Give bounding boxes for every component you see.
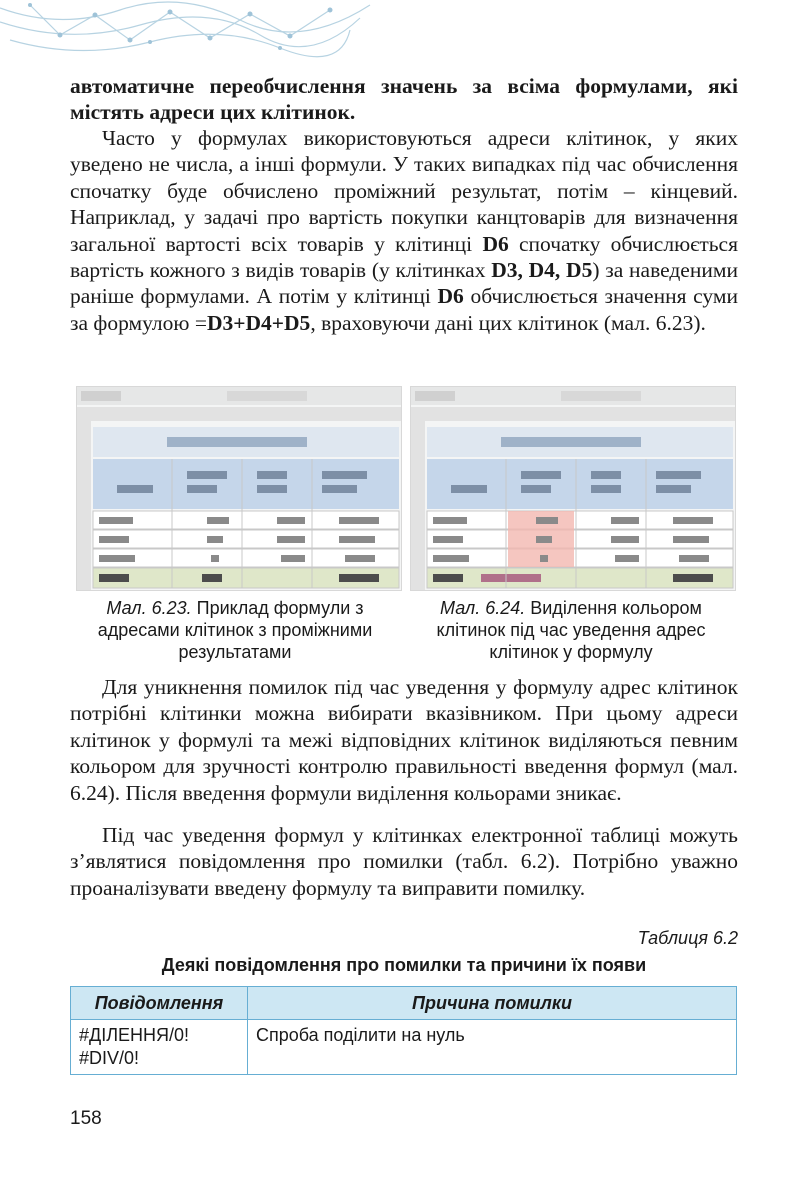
paragraph-1: автоматичне переобчислення значень за всіма формулами, які містять адреси цих клітинок. (70, 74, 738, 125)
figure-spreadsheet-highlight (410, 386, 736, 591)
header-decoration (0, 0, 380, 70)
table-header-message: Повідомлення (71, 987, 248, 1020)
paragraph-3: Для уникнення помилок під час уведення у формулу адрес клітинок потрібні клітинки можна вибирати вказівником. При цьому адреси клітинок у формулі та межі відповідних клітинок виділяються певним кольором для зручності контролю правильності введення формул (мал. 6.24). Після введення формули виділення кольорами зникає. (70, 675, 738, 805)
error-message-ua: #ДІЛЕННЯ/0! (79, 1025, 190, 1045)
table-title: Деякі повідомлення про помилки та причини їх появи (161, 955, 647, 975)
page-number: 158 (70, 1108, 102, 1129)
spreadsheet-illustration-highlight (411, 387, 735, 590)
table-header-reason: Причина помилки (248, 987, 737, 1020)
table-cell-message (71, 1020, 248, 1075)
paragraph-4: Під час уведення формул у клітинках електронної таблиці можуть з’являтися повідомлення про помилки (табл. 6.2). Потрібно уважно проаналізувати введену формулу та виправити помилку. (70, 823, 738, 900)
error-message-en: #DIV/0! (79, 1048, 140, 1068)
figure-caption-6-24: Мал. 6.24. Виділення кольором клітинок під час уведення адрес клітинок у формулу (436, 598, 706, 662)
table-cell-reason: Спроба поділити на нуль (248, 1020, 737, 1075)
paragraph-2: Часто у формулах використовуються адреси клітинок, у яких уведено не числа, а інші формули. У таких випадках під час обчислення спочатку буде обчислено проміжний результат, потім – кінцевий. Наприклад, у задачі про вартість покупки канцтоварів для визначення загальної вартості всіх товарів у клітинці D6 спочатку обчислюється вартість кожного з видів товарів (у клітинках D3, D4, D5) за наведеними раніше формулами. А потім у клітинці D6 обчислюється значення суми за формулою =D3+D4+D5, враховуючи дані цих клітинок (мал. 6.23). (70, 126, 738, 335)
spreadsheet-illustration (77, 387, 401, 590)
table-header-row (71, 987, 737, 1020)
figure-caption-6-23: Мал. 6.23. Приклад формули з адресами клітинок з проміжними результатами (97, 598, 373, 662)
figure-spreadsheet-intermediate (76, 386, 402, 591)
table-label: Таблиця 6.2 (637, 928, 738, 948)
table-row (71, 1020, 737, 1075)
errors-table (70, 986, 737, 1075)
